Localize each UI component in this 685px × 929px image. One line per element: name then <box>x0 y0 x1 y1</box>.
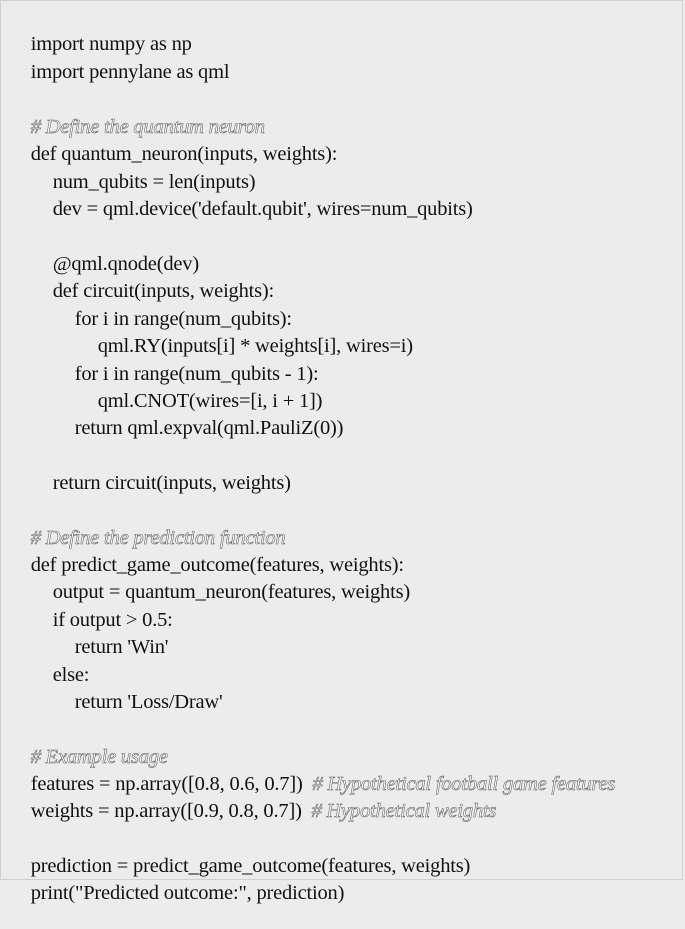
code-line <box>11 857 345 904</box>
code-text: output = quantum_neuron(features, weights) <box>52 581 410 603</box>
comment-text: # Hypothetical football game features <box>312 773 616 795</box>
code-line <box>11 118 338 165</box>
code-line <box>33 447 291 494</box>
code-text: return circuit(inputs, weights) <box>52 472 291 494</box>
code-text: def predict_game_outcome(features, weights): <box>30 554 404 576</box>
code-line <box>55 392 344 439</box>
code-text: import pennylane as qml <box>30 61 230 83</box>
code-line <box>11 775 497 822</box>
code-text: qml.CNOT(wires=[i, i + 1]) <box>97 390 323 412</box>
code-text: prediction = predict_game_outcome(features, weights) <box>30 855 471 877</box>
code-text: weights = np.array([0.9, 0.8, 0.7]) <box>30 800 302 822</box>
comment-text: # Define the prediction function <box>30 527 286 549</box>
code-text: import numpy as np <box>30 33 192 55</box>
code-text: else: <box>52 664 90 686</box>
code-line <box>33 228 199 275</box>
comment-text: # Define the quantum neuron <box>30 116 265 138</box>
code-text: def circuit(inputs, weights): <box>52 280 275 302</box>
code-line <box>30 554 410 603</box>
code-line <box>11 830 471 877</box>
code-line <box>33 584 173 631</box>
code-line <box>11 36 230 83</box>
code-line <box>33 255 275 302</box>
comment-line <box>11 91 265 138</box>
code-text: @qml.qnode(dev) <box>52 253 199 275</box>
code-text: dev = qml.device('default.qubit', wires=num_qubits) <box>52 198 473 220</box>
code-text: for i in range(num_qubits): <box>74 308 292 330</box>
code-text: features = np.array([0.8, 0.6, 0.7]) <box>30 773 303 795</box>
code-text: return qml.expval(qml.PauliZ(0)) <box>74 417 344 439</box>
code-line <box>11 748 616 795</box>
code-text: return 'Loss/Draw' <box>74 691 223 713</box>
code-line <box>78 365 323 412</box>
comment-text: # Hypothetical weights <box>311 800 497 822</box>
code-line <box>11 529 404 576</box>
code-line <box>33 639 90 686</box>
comment-text: # Example usage <box>30 746 168 768</box>
code-line <box>55 283 292 330</box>
code-line <box>11 8 192 55</box>
code-line <box>33 146 256 193</box>
code-line <box>55 611 169 658</box>
code-text: num_qubits = len(inputs) <box>52 171 256 193</box>
code-line <box>55 338 319 385</box>
code-text: return 'Win' <box>74 636 169 658</box>
code-text: print("Predicted outcome:", prediction) <box>30 882 345 904</box>
code-line <box>52 664 223 713</box>
code-text: def quantum_neuron(inputs, weights): <box>30 143 338 165</box>
code-text: qml.RY(inputs[i] * weights[i], wires=i) <box>97 335 413 357</box>
comment-line <box>11 721 168 768</box>
code-text: for i in range(num_qubits - 1): <box>74 363 319 385</box>
code-text: if output > 0.5: <box>52 609 173 631</box>
code-line <box>33 173 473 220</box>
code-line <box>78 310 413 357</box>
comment-line <box>11 502 286 549</box>
